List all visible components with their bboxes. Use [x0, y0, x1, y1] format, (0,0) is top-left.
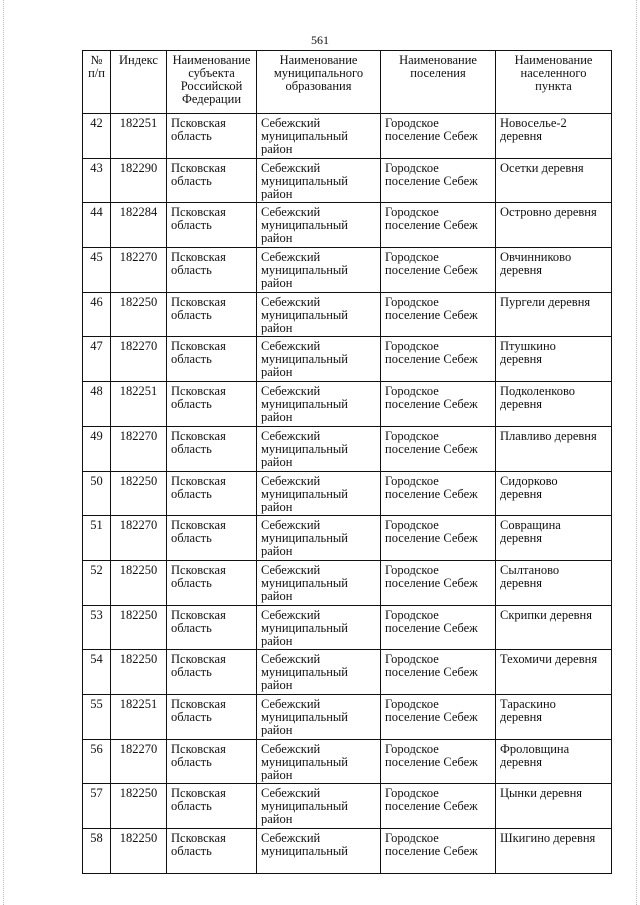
cell-settlement-text: Городское поселение Себеж	[385, 294, 478, 322]
cell-index	[111, 739, 167, 784]
cell-locality-text: Шкигино деревня	[500, 831, 596, 845]
cell-index-text: 182250	[119, 831, 158, 845]
cell-settlement-text: Городское поселение Себеж	[385, 831, 478, 858]
cell-index	[111, 248, 167, 293]
cell-subject	[167, 158, 257, 203]
cell-municipality	[257, 829, 381, 874]
header-row	[83, 51, 612, 114]
cell-subject-text: Псковская область	[171, 696, 226, 724]
cell-settlement-text: Городское поселение Себеж	[385, 160, 478, 188]
cell-index-text: 182270	[119, 741, 158, 756]
cell-number	[83, 560, 111, 605]
cell-index-text: 182270	[119, 428, 158, 443]
cell-subject-text: Псковская область	[171, 339, 226, 367]
cell-municipality-text: Себежский муниципальный район	[261, 786, 348, 827]
cell-index	[111, 292, 167, 337]
table-row	[83, 158, 612, 203]
cell-municipality	[257, 471, 381, 516]
cell-locality	[496, 248, 612, 293]
cell-index	[111, 203, 167, 248]
cell-locality-text: Сылтаново деревня	[500, 562, 560, 590]
cell-number	[83, 694, 111, 739]
cell-settlement-text: Городское поселение Себеж	[385, 384, 478, 412]
cell-number	[83, 426, 111, 471]
cell-subject-text: Псковская область	[171, 160, 226, 188]
cell-municipality-text: Себежский муниципальный район	[261, 384, 348, 425]
cell-locality-text: Осетки деревня	[500, 160, 584, 175]
cell-locality-text: Овчинниково деревня	[500, 250, 572, 278]
cell-locality	[496, 114, 612, 159]
table-row	[83, 203, 612, 248]
cell-settlement	[381, 337, 496, 382]
header-number: № п/п	[83, 51, 111, 114]
cell-locality	[496, 203, 612, 248]
cell-number-text: 46	[90, 294, 103, 309]
cell-municipality	[257, 114, 381, 159]
cell-number-text: 43	[90, 160, 103, 175]
cell-settlement	[381, 784, 496, 829]
cell-index	[111, 560, 167, 605]
cell-subject	[167, 560, 257, 605]
cell-index-text: 182251	[119, 696, 158, 711]
cell-settlement	[381, 292, 496, 337]
cell-locality-text: Скрипки деревня	[500, 607, 592, 622]
cell-index	[111, 605, 167, 650]
cell-municipality-text: Себежский муниципальный	[261, 831, 348, 858]
header-subject: Наименование субъекта Российской Федерации	[167, 51, 257, 114]
cell-subject	[167, 694, 257, 739]
header-index: Индекс	[111, 51, 167, 114]
cell-number-text: 48	[90, 384, 103, 399]
cell-locality-text: Птушкино деревня	[500, 339, 556, 367]
cell-index-text: 182284	[119, 205, 158, 220]
cell-locality	[496, 694, 612, 739]
cell-municipality	[257, 694, 381, 739]
table-body	[83, 114, 612, 874]
cell-subject-text: Псковская область	[171, 741, 226, 769]
cell-settlement	[381, 471, 496, 516]
cell-subject-text: Псковская область	[171, 562, 226, 590]
cell-locality-text: Совращина деревня	[500, 518, 561, 546]
cell-index	[111, 337, 167, 382]
cell-municipality	[257, 292, 381, 337]
cell-index	[111, 829, 167, 874]
cell-number	[83, 114, 111, 159]
cell-settlement	[381, 382, 496, 427]
scan-edge-left	[3, 0, 5, 905]
table-container	[82, 50, 611, 874]
cell-settlement-text: Городское поселение Себеж	[385, 696, 478, 724]
cell-settlement	[381, 114, 496, 159]
cell-number	[83, 516, 111, 561]
table-row	[83, 471, 612, 516]
cell-municipality	[257, 739, 381, 784]
cell-subject	[167, 471, 257, 516]
cell-locality	[496, 471, 612, 516]
cell-subject-text: Псковская область	[171, 786, 226, 814]
cell-index-text: 182270	[119, 339, 158, 354]
cell-locality-text: Плавливо деревня	[500, 428, 597, 443]
cell-number-text: 57	[90, 786, 103, 801]
table-row	[83, 114, 612, 159]
cell-number	[83, 203, 111, 248]
cell-locality-text: Сидорково деревня	[500, 473, 558, 501]
cell-municipality-text: Себежский муниципальный район	[261, 473, 348, 514]
cell-subject	[167, 337, 257, 382]
cell-municipality	[257, 158, 381, 203]
cell-municipality	[257, 560, 381, 605]
cell-municipality-text: Себежский муниципальный район	[261, 696, 348, 737]
table-row	[83, 605, 612, 650]
cell-locality	[496, 784, 612, 829]
cell-municipality-text: Себежский муниципальный район	[261, 339, 348, 380]
cell-municipality	[257, 605, 381, 650]
table-row	[83, 292, 612, 337]
table-row	[83, 248, 612, 293]
cell-locality	[496, 739, 612, 784]
cell-settlement-text: Городское поселение Себеж	[385, 786, 478, 814]
cell-settlement	[381, 739, 496, 784]
header-locality: Наименование населенного пункта	[496, 51, 612, 114]
cell-locality-text: Подколенково деревня	[500, 384, 576, 412]
cell-settlement	[381, 248, 496, 293]
cell-subject-text: Псковская область	[171, 116, 226, 143]
cell-index-text: 182250	[119, 607, 158, 622]
cell-municipality	[257, 203, 381, 248]
cell-subject-text: Псковская область	[171, 428, 226, 456]
cell-settlement	[381, 560, 496, 605]
cell-settlement-text: Городское поселение Себеж	[385, 473, 478, 501]
cell-municipality-text: Себежский муниципальный район	[261, 518, 348, 559]
cell-locality	[496, 605, 612, 650]
cell-municipality-text: Себежский муниципальный район	[261, 652, 348, 693]
cell-index-text: 182270	[119, 518, 158, 533]
cell-number	[83, 471, 111, 516]
cell-municipality-text: Себежский муниципальный район	[261, 562, 348, 603]
cell-subject-text: Псковская область	[171, 831, 226, 858]
cell-settlement-text: Городское поселение Себеж	[385, 562, 478, 590]
cell-number	[83, 650, 111, 695]
cell-settlement	[381, 694, 496, 739]
header-settlement: Наименование поселения	[381, 51, 496, 114]
table-row	[83, 694, 612, 739]
cell-settlement	[381, 203, 496, 248]
cell-settlement	[381, 516, 496, 561]
cell-settlement	[381, 650, 496, 695]
cell-settlement	[381, 158, 496, 203]
cell-number-text: 55	[90, 696, 103, 711]
cell-municipality-text: Себежский муниципальный район	[261, 116, 348, 156]
cell-municipality-text: Себежский муниципальный район	[261, 741, 348, 782]
cell-index	[111, 114, 167, 159]
table-row	[83, 426, 612, 471]
cell-number-text: 51	[90, 518, 103, 533]
cell-municipality-text: Себежский муниципальный район	[261, 294, 348, 335]
cell-settlement-text: Городское поселение Себеж	[385, 741, 478, 769]
cell-settlement	[381, 605, 496, 650]
cell-subject	[167, 516, 257, 561]
cell-index	[111, 650, 167, 695]
cell-number-text: 52	[90, 562, 103, 577]
cell-settlement-text: Городское поселение Себеж	[385, 607, 478, 635]
cell-locality-text: Фроловщина деревня	[500, 741, 570, 769]
cell-settlement-text: Городское поселение Себеж	[385, 428, 478, 456]
cell-index	[111, 694, 167, 739]
cell-locality-text: Цынки деревня	[500, 786, 583, 801]
cell-number	[83, 248, 111, 293]
cell-municipality	[257, 337, 381, 382]
cell-subject	[167, 292, 257, 337]
cell-index	[111, 382, 167, 427]
cell-number-text: 53	[90, 607, 103, 622]
cell-subject	[167, 739, 257, 784]
cell-settlement	[381, 829, 496, 874]
cell-subject	[167, 203, 257, 248]
cell-settlement-text: Городское поселение Себеж	[385, 518, 478, 546]
cell-number	[83, 605, 111, 650]
cell-subject	[167, 426, 257, 471]
cell-number-text: 42	[90, 116, 103, 130]
cell-number-text: 56	[90, 741, 103, 756]
cell-number-text: 58	[90, 831, 103, 845]
cell-index	[111, 426, 167, 471]
cell-municipality-text: Себежский муниципальный район	[261, 205, 348, 246]
table-row	[83, 784, 612, 829]
cell-index-text: 182290	[119, 160, 158, 175]
table-row	[83, 337, 612, 382]
cell-number	[83, 829, 111, 874]
cell-index-text: 182250	[119, 294, 158, 309]
cell-index-text: 182270	[119, 250, 158, 265]
cell-municipality	[257, 426, 381, 471]
cell-subject-text: Псковская область	[171, 652, 226, 680]
cell-index-text: 182251	[119, 116, 158, 130]
cell-locality-text: Пургели деревня	[500, 294, 591, 309]
cell-locality	[496, 516, 612, 561]
cell-index	[111, 516, 167, 561]
cell-number	[83, 784, 111, 829]
cell-index-text: 182250	[119, 562, 158, 577]
cell-subject	[167, 382, 257, 427]
cell-number-text: 47	[90, 339, 103, 354]
cell-subject-text: Псковская область	[171, 294, 226, 322]
settlements-table	[82, 50, 612, 874]
table-row	[83, 560, 612, 605]
cell-subject-text: Псковская область	[171, 473, 226, 501]
table-row	[83, 739, 612, 784]
cell-locality	[496, 292, 612, 337]
cell-settlement-text: Городское поселение Себеж	[385, 250, 478, 278]
table-header	[83, 51, 612, 114]
cell-index-text: 182250	[119, 652, 158, 667]
cell-locality-text: Техомичи деревня	[500, 652, 598, 667]
cell-number	[83, 337, 111, 382]
cell-number	[83, 292, 111, 337]
cell-subject-text: Псковская область	[171, 250, 226, 278]
cell-locality	[496, 337, 612, 382]
cell-locality-text: Тараскино деревня	[500, 696, 556, 724]
cell-index-text: 182250	[119, 473, 158, 488]
cell-municipality-text: Себежский муниципальный район	[261, 160, 348, 201]
table-row	[83, 516, 612, 561]
cell-number-text: 49	[90, 428, 103, 443]
cell-number-text: 44	[90, 205, 103, 220]
cell-subject	[167, 784, 257, 829]
cell-settlement-text: Городское поселение Себеж	[385, 652, 478, 680]
cell-number-text: 54	[90, 652, 103, 667]
cell-municipality	[257, 516, 381, 561]
cell-subject	[167, 650, 257, 695]
cell-municipality	[257, 382, 381, 427]
cell-subject	[167, 248, 257, 293]
cell-locality-text: Новоселье-2 деревня	[500, 116, 567, 143]
cell-municipality	[257, 650, 381, 695]
cell-subject	[167, 829, 257, 874]
cell-subject-text: Псковская область	[171, 518, 226, 546]
cell-locality	[496, 650, 612, 695]
cell-settlement	[381, 426, 496, 471]
cell-number	[83, 739, 111, 784]
cell-index-text: 182251	[119, 384, 158, 399]
cell-subject-text: Псковская область	[171, 607, 226, 635]
header-municipality: Наименование муниципального образования	[257, 51, 381, 114]
cell-index	[111, 784, 167, 829]
cell-number	[83, 382, 111, 427]
cell-locality	[496, 426, 612, 471]
table-row	[83, 829, 612, 874]
cell-subject-text: Псковская область	[171, 384, 226, 412]
cell-subject	[167, 114, 257, 159]
cell-index	[111, 471, 167, 516]
cell-locality	[496, 560, 612, 605]
cell-index-text: 182250	[119, 786, 158, 801]
cell-locality	[496, 382, 612, 427]
cell-number-text: 50	[90, 473, 103, 488]
cell-locality	[496, 829, 612, 874]
cell-municipality-text: Себежский муниципальный район	[261, 607, 348, 648]
cell-settlement-text: Городское поселение Себеж	[385, 205, 478, 233]
cell-subject	[167, 605, 257, 650]
cell-municipality	[257, 784, 381, 829]
cell-municipality-text: Себежский муниципальный район	[261, 428, 348, 469]
cell-index	[111, 158, 167, 203]
cell-number	[83, 158, 111, 203]
table-row	[83, 382, 612, 427]
cell-locality	[496, 158, 612, 203]
scan-edge-right	[636, 0, 638, 905]
cell-settlement-text: Городское поселение Себеж	[385, 116, 478, 143]
cell-subject-text: Псковская область	[171, 205, 226, 233]
cell-municipality-text: Себежский муниципальный район	[261, 250, 348, 291]
table-row	[83, 650, 612, 695]
cell-number-text: 45	[90, 250, 103, 265]
cell-locality-text: Островно деревня	[500, 205, 597, 220]
cell-settlement-text: Городское поселение Себеж	[385, 339, 478, 367]
cell-municipality	[257, 248, 381, 293]
page-number: 561	[311, 33, 329, 47]
